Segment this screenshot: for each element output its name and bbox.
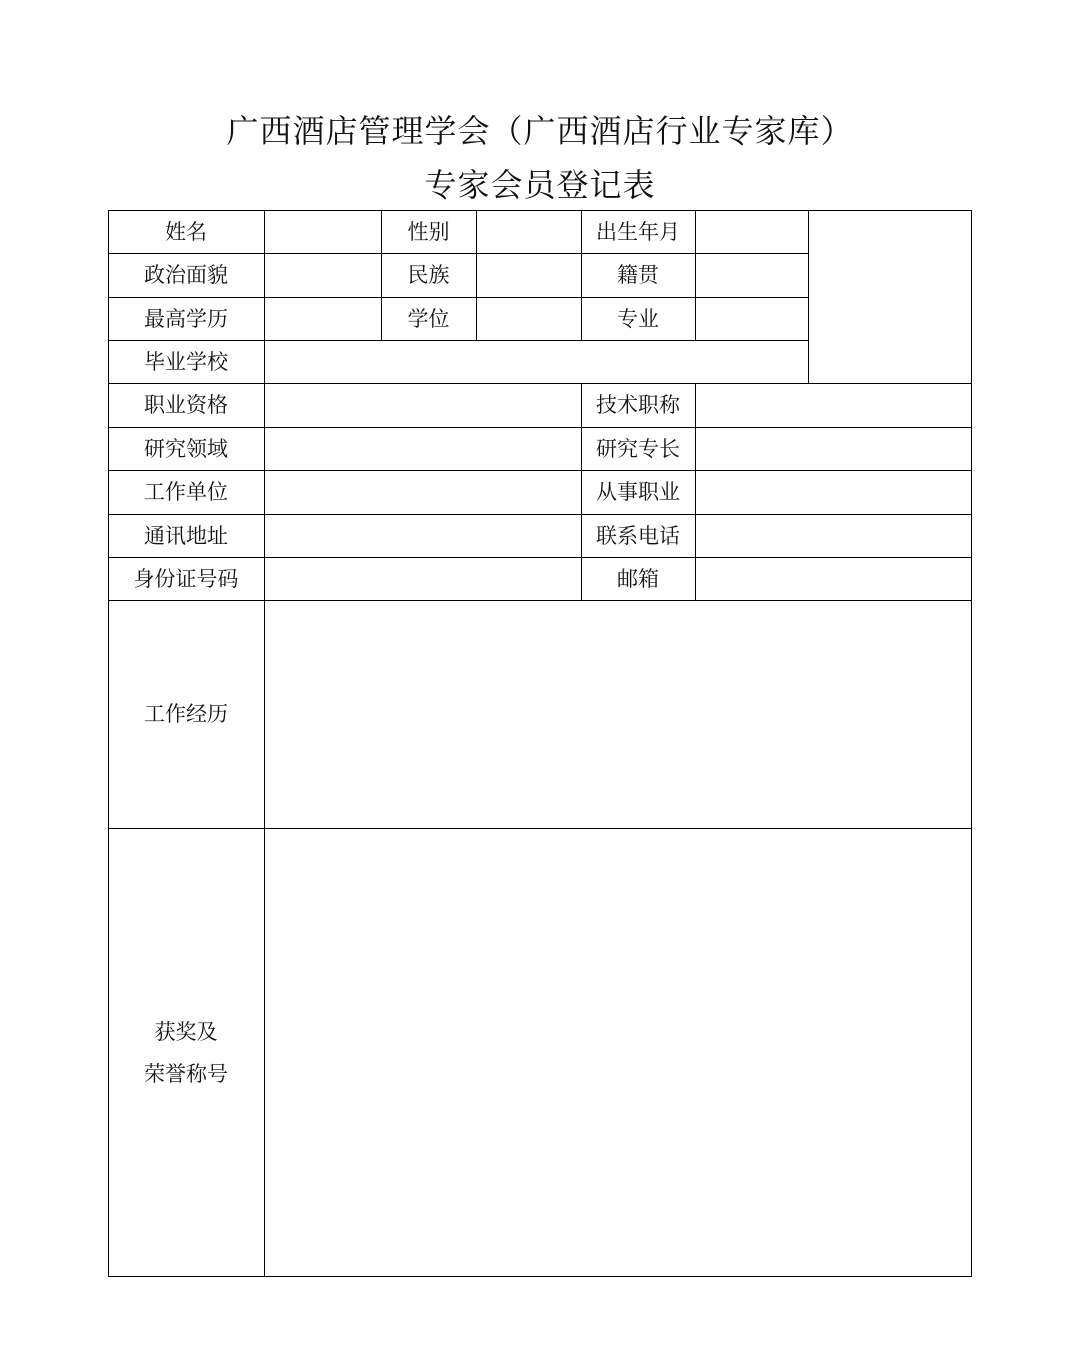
label-work-unit: 工作单位 <box>144 480 228 504</box>
table-rule <box>108 253 808 254</box>
table-rule <box>381 210 382 340</box>
address-field[interactable] <box>264 514 581 557</box>
label-education: 最高学历 <box>144 306 228 331</box>
table-rule <box>695 210 696 340</box>
table-rule <box>108 514 972 515</box>
table-rule <box>108 828 972 829</box>
birth-field[interactable] <box>695 210 808 253</box>
label-major: 专业 <box>617 306 659 331</box>
degree-field[interactable] <box>476 297 581 340</box>
phone-field[interactable] <box>695 514 972 557</box>
table-rule <box>108 340 808 341</box>
label-phone: 联系电话 <box>596 523 680 548</box>
table-rule <box>476 210 477 340</box>
political-field[interactable] <box>264 253 381 297</box>
table-border-left <box>108 210 109 1277</box>
table-border-right <box>971 210 972 1277</box>
label-awards-line2: 荣誉称号 <box>144 1061 228 1086</box>
table-rule <box>695 383 696 600</box>
label-qualification: 职业资格 <box>144 393 228 417</box>
form-subtitle: 专家会员登记表 <box>424 166 656 204</box>
table-rule <box>581 383 582 600</box>
major-field[interactable] <box>695 297 808 340</box>
label-gender: 性别 <box>407 219 450 244</box>
table-border-bottom <box>108 1276 972 1277</box>
label-id-number: 身份证号码 <box>133 566 239 591</box>
table-rule <box>808 210 809 383</box>
label-work-experience: 工作经历 <box>144 702 228 726</box>
table-rule <box>108 600 972 601</box>
label-email: 邮箱 <box>617 566 659 591</box>
table-rule <box>108 297 808 298</box>
table-rule <box>108 383 972 384</box>
native-place-field[interactable] <box>695 253 808 297</box>
table-rule <box>108 557 972 558</box>
label-political: 政治面貌 <box>144 263 228 287</box>
label-research-specialty: 研究专长 <box>596 436 680 461</box>
table-rule <box>108 427 972 428</box>
table-border-top <box>108 210 972 211</box>
email-field[interactable] <box>695 557 972 600</box>
work-unit-field[interactable] <box>264 470 581 514</box>
label-birth: 出生年月 <box>596 219 680 244</box>
label-ethnicity: 民族 <box>407 263 450 287</box>
label-degree: 学位 <box>407 306 450 331</box>
school-field[interactable] <box>264 340 808 383</box>
id-number-field[interactable] <box>264 557 581 600</box>
registration-form-table <box>108 210 972 1277</box>
gender-field[interactable] <box>476 210 581 253</box>
label-school: 毕业学校 <box>144 349 228 374</box>
form-title: 广西酒店管理学会（广西酒店行业专家库） <box>226 112 854 150</box>
label-native-place: 籍贯 <box>617 263 659 287</box>
table-rule <box>264 210 265 1277</box>
tech-title-field[interactable] <box>695 383 972 427</box>
label-occupation: 从事职业 <box>596 480 680 504</box>
ethnicity-field[interactable] <box>476 253 581 297</box>
label-tech-title: 技术职称 <box>596 393 680 417</box>
occupation-field[interactable] <box>695 470 972 514</box>
label-name: 姓名 <box>165 219 207 244</box>
label-awards <box>108 828 264 1277</box>
research-field-field[interactable] <box>264 427 581 470</box>
table-rule <box>581 210 582 340</box>
name-field[interactable] <box>264 210 381 253</box>
work-experience-field[interactable] <box>264 600 972 828</box>
table-rule <box>108 470 972 471</box>
awards-field[interactable] <box>264 828 972 1277</box>
qualification-field[interactable] <box>264 383 581 427</box>
photo-box[interactable] <box>808 210 972 383</box>
research-specialty-field[interactable] <box>695 427 972 470</box>
label-address: 通讯地址 <box>144 523 228 548</box>
label-awards-line1: 获奖及 <box>154 1019 218 1044</box>
label-research-field: 研究领域 <box>144 436 228 461</box>
education-field[interactable] <box>264 297 381 340</box>
